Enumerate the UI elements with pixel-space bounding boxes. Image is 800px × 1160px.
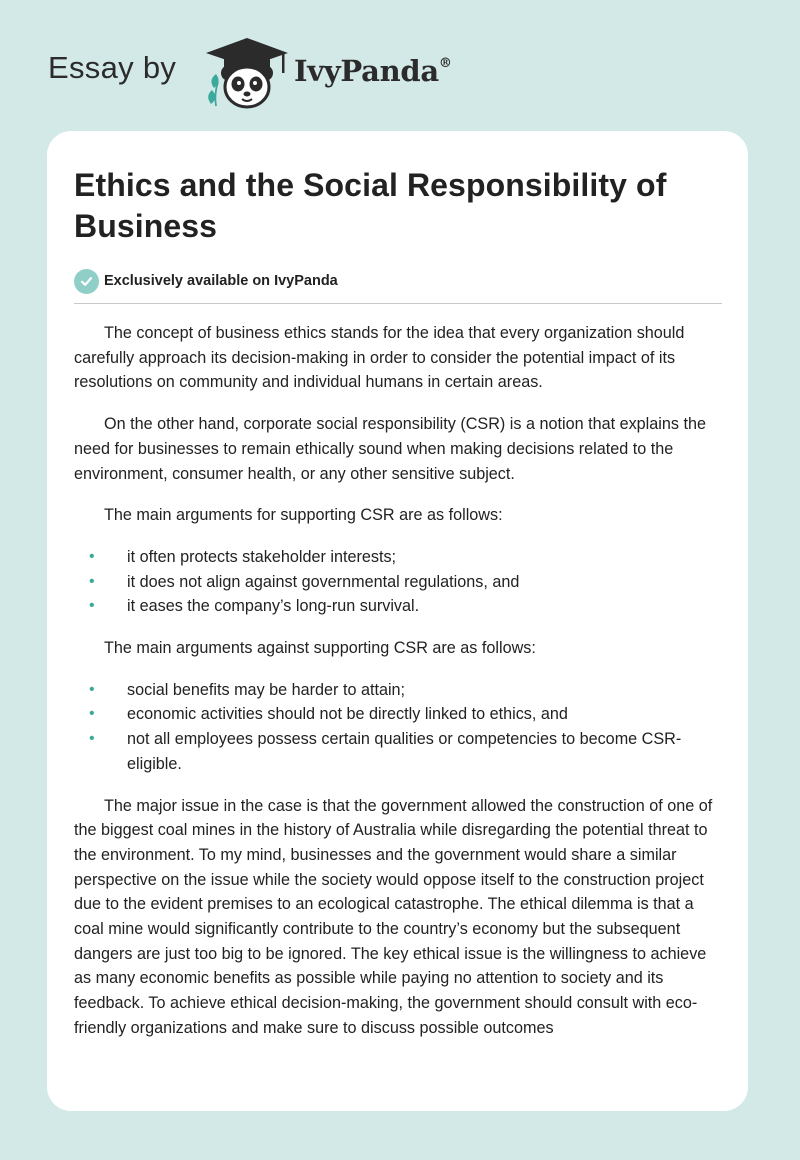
bullet-icon: •: [89, 597, 95, 615]
exclusive-badge: [74, 267, 722, 295]
exclusive-label: Exclusively available on IvyPanda: [104, 273, 338, 289]
paragraph: The main arguments against supporting CSR are as follows:: [104, 639, 536, 658]
divider: [74, 303, 722, 304]
paragraph: On the other hand, corporate social responsibility (CSR) is a notion that explains the need for businesses to remain ethically sound when making decisions related to the environment, consumer health, or any other sensitive subject.: [74, 415, 706, 483]
bullet-icon: •: [89, 572, 95, 590]
brand-name[interactable]: IvyPanda®: [294, 54, 452, 88]
bullet-icon: •: [89, 680, 95, 698]
paragraph: The concept of business ethics stands for the idea that every organization should carefully approach its decision-making in order to consider the potential impact of its resolutions on community and individual humans in certain areas.: [74, 324, 685, 392]
list-item: • it often protects stakeholder interests;: [127, 545, 722, 570]
list-item: • it does not align against governmental regulations, and: [127, 570, 722, 595]
bullet-icon: •: [89, 547, 95, 565]
check-icon: [74, 269, 99, 294]
list-item: • it eases the company’s long-run survival.: [127, 594, 722, 619]
paragraph: The major issue in the case is that the government allowed the construction of one of the biggest coal mines in the history of Australia while disregarding the potential threat to the environment. To my mind, businesses and the government would share a similar perspective on the issue while the society would oppose itself to the construction project due to the evident premises to an ecological catastrophe. The ethical dilemma is that a coal mine would significantly contribute to the country’s economy but the subsequent dangers are just too big to be ignored. The key ethical issue is the willingness to achieve as many economic benefits as possible while paying no attention to society and its feedback. To achieve ethical decision-making, the government should consult with eco-friendly organizations and make sure to discuss possible outcomes: [74, 796, 713, 1037]
arguments-for-list: [74, 545, 722, 619]
paragraph: The main arguments for supporting CSR are as follows:: [104, 506, 503, 525]
ivypanda-logo-icon[interactable]: [202, 36, 292, 110]
bullet-icon: •: [89, 705, 95, 723]
essay-by-label: Essay by: [48, 50, 177, 85]
list-item: • social benefits may be harder to attain;: [127, 678, 722, 703]
list-item: • economic activities should not be directly linked to ethics, and: [127, 702, 722, 727]
arguments-against-list: [74, 678, 722, 777]
registered-mark: ®: [438, 56, 452, 71]
site-header: [48, 36, 528, 112]
list-item: • not all employees possess certain qualities or competencies to become CSR-eligible.: [127, 727, 722, 776]
essay-body: [74, 321, 722, 1041]
essay-card: [47, 131, 748, 1111]
bullet-icon: •: [89, 730, 95, 748]
essay-title: Ethics and the Social Responsibility of Business: [74, 167, 667, 244]
